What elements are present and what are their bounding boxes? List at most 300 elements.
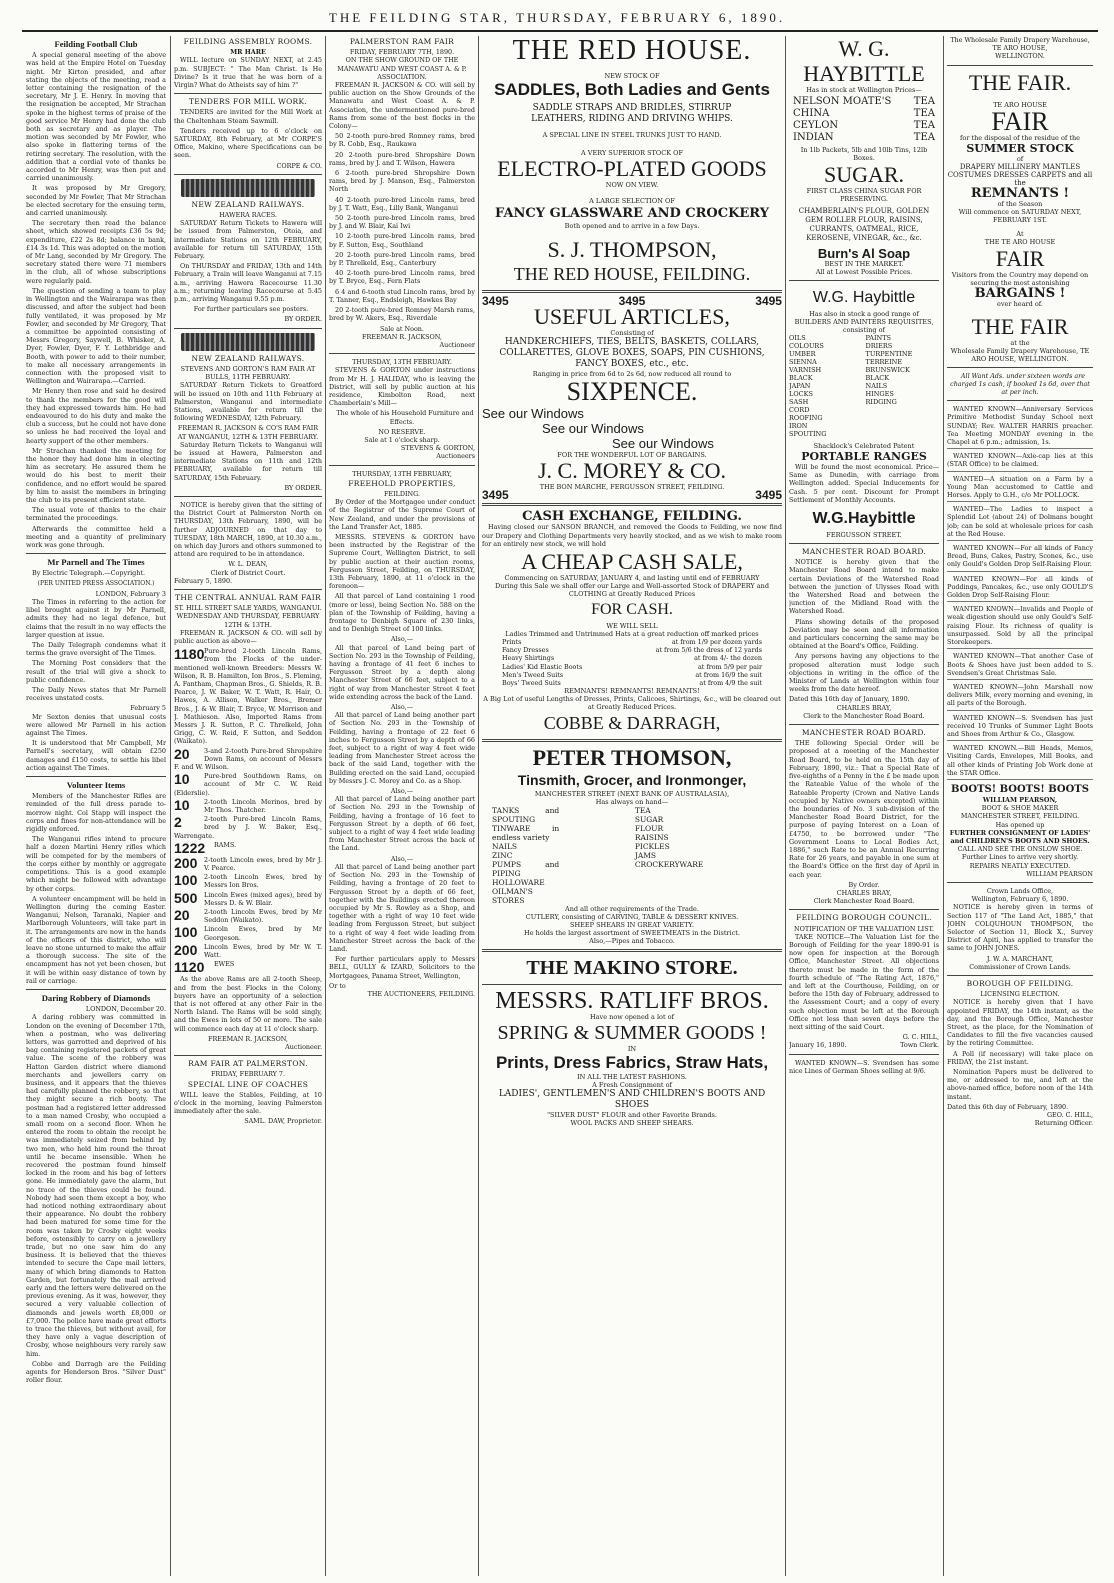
goods-item: UMBER [789,350,816,358]
goods-item: TEA [634,806,651,816]
ad-text: Further Lines to arrive very shortly. [961,853,1079,862]
goods-item: VARNISH [789,366,822,374]
article-paragraph: Mr Henry then rose and said he desired to thank the members for the good will they had expressed towards him. He had endeavoured to do his duty and make the club a success, but he could not have done so unless he had received the loyal and hearty support of the other members. [26,387,166,445]
divider [947,400,1093,401]
ad-text: All Want Ads. under sixteen words are charged 1s cash, if booked 1s 6d, over that at per inch. [950,371,1090,397]
stock-description: 2-tooth Lincoln Ewes, bred by Messrs Ion Bros. [204,873,322,890]
ad-text: By Order. [848,880,880,889]
ad-display: Tinsmith, Grocer, and Ironmonger, [517,772,747,789]
ad-text: Will be found the most economical. Price—Same as Dunedin, with carriage from Wellington added. Special Inducements for Cash. 5 per cent. Discount for Prompt Settlement of Monthly Accounts. [789,463,939,504]
article-paragraph: A special general meeting of the above was held at the Empire Hotel on Tuesday night. Mr Kirton presided, and after stating the objects of the meeting, read a letter containing the resignation of the secretary, Mr J. E. Henry. In moving that the resignation be accepted, Mr Strachan spoke in the highest terms of praise of the good service Mr Henry had done the club both as secretary and as player. The motion was seconded by Mr Fowler, who also spoke in flattering terms of the retiring secretary. The resolution, with the addition that a cordial vote of thanks be accorded to Mr Henry, was then put and carried unanimously. [26,51,166,183]
wanted-ad: WANTED KNOWN—For all kinds of Puddings, Pancakes, &c., use only GOULD'S Golden Drop Self-Raising Flour. [947,575,1093,603]
article-dateline: LONDON, December 20. [85,1005,166,1014]
ad-signature: Clerk of District Court. [210,568,286,577]
wanted-ad: WANTED KNOWN—For all kinds of Fancy Bread, Buns, Cakes, Pastry, Scones, &c., use only Gould's Golden Drop Self-Raising Flour. [947,544,1093,572]
goods-item: TANKS and SPOUTING [492,806,560,825]
ad-text: For further particulars see posters. [193,305,309,314]
ad-text: BUILDERS AND PAINTERS REQUISITES, [794,318,934,326]
divider [947,975,1093,976]
ad-text: All that parcel of Land being part of Section No. 293 in the Township of Feilding, having a frontage of 41 feet 6 inches to Fergusson Street by a depth along Manchester Street of 66 feet, subject to a right of way from Manchester Street 4 feet wide extending across the back of the Land. [329,643,475,701]
divider [947,65,1093,66]
ad-text: Visitors from the Country may depend on securing the most astonishing [951,270,1089,287]
ad-text: SATURDAY Return Tickets to Greatford will be issued on 10th and 11th February at Palmerston, Wanganui and intermediate Stations, available for return till the following WEDNESDAY, 12th February. [174,381,322,423]
tea-row [793,120,935,132]
ad-text: All at Lowest Possible Prices. [815,268,913,276]
ad-text: TAKE NOTICE—The Valuation List for the Borough of Feilding for the year 1890-91 is now open for inspection at the Borough Office, Manchester Street. All objections thereto must be made in the form of the fourth schedule of "The Rating Act, 1876," and left at the Courthouse, Feilding, on or before the 15th day of February, addressed to the Assessment Court; and a copy of every such objection must be left at the Borough Office not less than seven days before the next sitting of the said Court. [789,932,939,1031]
ad-text: Ladies Trimmed and Untrimmed Hats at a great reduction off marked prices [505,630,759,639]
ad-text: CHAMBERLAIN'S FLOUR, GOLDEN GEM ROLLER FLOUR, RAISINS, CURRANTS, OATMEAL, RICE, KEROSENE, VINEGAR, &c., &c. [798,207,930,242]
ad-display: FOR CASH. [591,601,673,619]
divider [174,93,322,94]
ad-date: Dated this 6th day of February, 1890. [947,1102,1069,1111]
ad-subheading: FRIDAY, FEBRUARY 7. [210,1070,286,1079]
article-title: Volunteer Items [66,780,126,791]
ad-signature: Clerk Manchester Road Board. [813,897,915,906]
ad-text: NEW STOCK OF [604,72,660,80]
stock-count: 10 [174,797,190,813]
ad-signature: BY ORDER. [284,315,322,324]
ad-subheading: WEDNESDAY AND THURSDAY, FEBRUARY 12TH & 13TH. [176,612,320,629]
goods-item: FLOUR [634,824,664,834]
ad-text: And all other requirements of the Trade. [565,905,699,914]
goods-item: SUGAR [634,815,664,825]
lot-item: 40 2-tooth pure-bred Lincoln rams, bred by J. T. Watt, Esq., Lilly Bank, Wanganui [329,195,475,212]
red-house-title: THE RED HOUSE. [512,36,752,66]
article-paragraph: Cobbe and Darragh are the Feilding agents for Henderson Bros. "Silver Dust" roller flour. [26,1359,166,1385]
ad-text: A Fresh Consignment of [592,1081,672,1090]
ad-text: All that parcel of Land being another part of Section No. 293 in the Township of Feilding, having a frontage of 16 feet to Fergusson Street by a depth of 66 feet, subject to a right of way 4 feet wide leading from Manchester Street across the back of the Land. [329,795,475,853]
tea-label: TEA [913,120,935,131]
tea-list [789,94,939,146]
ad-signature: Auctioneer [439,340,475,349]
ad-signature: W. L. DEAN, [228,560,268,569]
ewe-total-label: EWES [214,960,235,969]
ad-also: Also,— [390,854,414,863]
ad-signature: Auctioneer. [285,1042,322,1051]
article-paragraph: Afterwards the committee held a meeting and a quantity of preliminary work was gone through. [26,524,166,549]
ad-display: FANCY GLASSWARE AND CROCKERY [495,206,769,221]
ad-date: Wellington, February 6, 1890. [971,895,1069,904]
goods-item: DRIERS [865,342,893,350]
divider [174,1055,322,1056]
ad-text: NOTICE is hereby given that the sitting of the District Court at Palmerston North on THURSDAY, 13th February, 1890, will be further ADJOURNED on that day to TUESDAY, 18th MARCH, 1890, at 10.30 a.m., on which day Jurors and others summoned to attend are required to be in attendance. [174,500,322,559]
windows-line: See our Windows [542,421,644,437]
ad-display: FAIR [995,245,1045,271]
divider [947,882,1093,883]
stock-description: 2-tooth Lincoln Ewes, bred by Mr Seddon (Waikato). [204,908,322,925]
ad-signature: Clerk to the Manchester Road Board. [803,711,925,720]
goods-item: PICKLES [634,842,670,852]
ad-display: ELECTRO-PLATED GOODS [497,156,767,181]
column-rule-4 [785,36,786,1576]
tea-brand: NELSON MOATE'S [793,96,892,107]
ad-text: The Wholesale Family Drapery Warehouse, [950,36,1090,44]
goods-item: LOCKS [789,390,813,398]
ad-heading: FREEHOLD PROPERTIES, [348,478,456,488]
ad-display: SUGAR. [823,162,905,187]
stock-count: 2 [174,815,182,831]
ad-heading: NEW ZEALAND RAILWAYS. [191,353,305,363]
ad-number: 3495 [482,488,509,503]
ad-display: S. J. THOMPSON, [547,237,717,262]
article-paragraph: The usual vote of thanks to the chair terminated the proceedings. [26,506,166,523]
goods-item: OILS [789,334,806,342]
stock-description: Lincoln Ewes (mixed ages), bred by Messrs D. & W. Blair. [204,890,322,907]
goods-item: RIDGING [865,398,897,406]
ad-text: "SILVER DUST" FLOUR and other Favorite Brands. [547,1111,717,1120]
ad-text: BOOT & SHOE MAKER [981,804,1059,813]
article-assoc: (PER UNITED PRESS ASSOCIATION.) [37,579,155,587]
divider [174,174,322,175]
price-item: Heavy Shirtings [502,654,555,663]
stock-total-label: RAMS. [214,840,237,849]
ad-signature: G. C. HILL, [902,1033,939,1042]
ad-display: W. G. HAYBITTLE [803,36,925,86]
ad-text: All that parcel of Land being another part of Section No. 293 in the Township of Feilding, having a frontage of 20 feet to Fergusson Street by a depth of 66 feet, together with the Buildings erected thereon occupied by Mr S. Rowley as a Shop, and together with a right of way 10 feet wide leading from Fergusson Street, but subject to a right of way 4 feet wide leading from Manchester Street across the back of the Land. [329,862,475,953]
ad-text: Sale at 1 o'clock sharp. [364,435,440,444]
ad-text: In 1lb Packets, 5lb and 10lb Tins, 12lb Boxes. [800,146,928,162]
ad-text: A LARGE SELECTION OF [589,197,675,205]
ad-subheading: NOTIFICATION OF THE VALUATION LIST. [794,924,934,933]
article-paragraph: The Daily News states that Mr Parnell receives unstated costs. [26,686,166,703]
article-paragraph: It was proposed by Mr Gregory, seconded by Mr Fowler, That Mr Strachan be elected secretary for the ensuing term, and carried unanimously. [26,184,166,218]
divider [174,589,322,590]
ad-text: Will commence on SATURDAY NEXT, FEBRUARY 1ST. [958,207,1082,224]
divider [26,553,166,554]
goods-item: BRUNSWICK BLACK [865,366,910,382]
price-row [502,638,762,646]
ad-display: W.G.Haybittle [812,510,916,528]
divider [329,353,475,354]
stock-row [174,908,322,924]
article-paragraph: Members of the Manchester Rifles are reminded of the full dress parade to-morrow night. Col Stapp will inspect the corps and fines for non-attendance will be rigidly enforced. [26,792,166,834]
ad-text: WOOL PACKS AND SHEEP SHEARS. [570,1119,694,1128]
ad-signature: CHARLES BRAY, [836,703,892,712]
ad-display: THE FAIR. [968,69,1072,95]
price-value: at from 5/6 the dress of 12 yards [655,646,762,655]
wanted-ad: WANTED KNOWN—S. Svendsen has just received 10 Trunks of Summer Light Boots and Shoes from Arthur & Co., Glasgow. [947,714,1093,742]
goods-item: NAILS [865,382,888,390]
ad-subheading: THURSDAY, 13TH FEBRUARY. [352,358,452,367]
ad-number: 3495 [755,488,782,503]
ad-signature: Commissioner of Crown Lands. [969,962,1071,971]
goods-right [635,806,772,905]
lot-item: 10 2-tooth pure-bred Lincoln rams, bred by F. Sutton, Esq., Southland [329,232,475,249]
column-auctions [329,36,475,1576]
divider [482,503,782,506]
ad-subheading: LICENSING ELECTION. [980,990,1060,999]
tea-brand: CHINA [793,108,830,119]
column-rule-3 [478,36,479,1576]
article-paragraph: The Wanganui rifles intend to procure half a dozen Martini Henry rifles which will be competed for by the members of the corps either by monthly or aggregate competitions. This is a good example which might be followed with advantage by other corps. [26,835,166,893]
ad-text: BEST IN THE MARKET. [824,260,904,268]
stock-count: 200 [174,855,198,871]
ad-text: FIRST CLASS CHINA SUGAR FOR PRESERVING. [806,187,922,203]
ad-text: NOW ON VIEW. [605,181,659,189]
ad-display: COBBE & DARRAGH, [543,713,721,734]
ad-text: Commencing on SATURDAY, JANUARY 4, and lasting until end of FEBRUARY [504,574,760,583]
ad-text: Wholesale Family Drapery Warehouse, TE ARO HOUSE, WELLINGTON. [950,346,1090,363]
divider [789,280,939,281]
ad-subheading: ST. HILL STREET SALE YARDS, WANGANUI. [174,604,322,613]
divider [26,776,166,777]
ad-text: WILL lecture on SUNDAY NEXT, at 2.45 p.m. SUBJECT: " The Man Christ. Is He Divine? Is it true that he was born of a Virgin? What do Atheists say of him ?" [174,56,322,90]
goods-right [866,334,940,438]
ad-text: NOTICE is hereby given that the Manchester Road Board intend to make certain Deviations of the Watershed Road between the junction of Ulysses Road with the Watershed Road and between the junction of the Midland Road with the Watershed Road. [789,558,939,616]
ad-text: MESSRS. STEVENS & GORTON have been instructed by the Registrar of the Supreme Court, Wellington District, to sell by public auction at their auction rooms, Fergusson Street, Feilding, on THURSDAY, 13th February, 1890, at 11 o'clock in the forenoon— [329,532,475,591]
price-item: Boys' Tweed Suits [502,679,561,688]
ad-subheading: FREEMAN R. JACKSON & CO'S RAM FAIR AT WANGANUI, 12TH & 13TH FEBRUARY. [177,424,319,441]
divider [789,909,939,910]
ad-subheading: HAWERA RACES. [219,211,277,220]
goods-item: RAISINS [634,833,669,843]
price-item: Fancy Dresses [502,646,549,655]
ad-text: A SPECIAL LINE IN STEEL TRUNKS JUST TO HAND. [542,131,722,139]
goods-item: ROOFING IRON [789,414,823,430]
price-value: at from 16/9 the suit [695,670,762,679]
tea-brand: CEYLON [793,120,839,131]
ad-display: A CHEAP CASH SALE, [521,549,743,575]
tea-row [793,96,935,108]
column-notices [174,36,322,1576]
ad-display: BOOTS! BOOTS! BOOTS [951,783,1089,795]
ad-text: On THURSDAY and FRIDAY, 13th and 14th February, a Train will leave Wanganui at 7.15 a.m., arriving Hawera Racecourse 11.30 a.m.; returning leaving Racecourse at 5.45 p.m., arriving Wanganui 9.55 p.m. [174,262,322,304]
ad-text: NOTICE is hereby given that I have appointed FRIDAY, the 14th instant, as the day, and the Borough Office, Manchester Street, as the place, for the Nomination of Candidates to fill the five vacancies caused by the retiring Committee. [947,998,1093,1048]
ad-text: Having closed our SANSON BRANCH, and removed the Goods to Feilding, we now find our Drapery and Clothing Departments very heavily stocked, and as we wish to make room for an entirely new stock, we will hold [482,523,782,548]
lot-item: 50 2-tooth pure-bred Romney rams, bred by R. Cobb, Esq., Raukawa [329,132,475,149]
tea-label: TEA [913,108,935,119]
ad-text: FREEMAN R. JACKSON & CO. will sell by public auction on the Show Grounds of the Manawatu and West Coast A. & P. Association, the undermentioned pure-bred Rams from some of the best flocks in the Colony— [329,81,475,131]
ad-text: THE BON MARCHE, FERGUSSON STREET, FEILDING. [539,483,725,492]
ad-display: SADDLES, Both Ladies and Gents [494,80,770,99]
goods-left [492,806,629,905]
ad-display: CASH EXCHANGE, FEILDING. [522,509,742,525]
lot-item: 40 2-tooth pure-bred Lincoln rams, bred by T. Bryce, Esq., Fern Flats [329,269,475,286]
price-row [502,663,762,671]
ad-text: FERGUSSON STREET. [826,531,902,540]
ad-text: at the [1010,338,1030,347]
wanted-ad: WANTED KNOWN—That another Case of Boots & Shoes have just been added to S. Svendsen's Great Christmas Sale. [947,652,1093,680]
price-value: at from 5/9 per pair [697,662,762,671]
ad-text: Or to [329,981,346,990]
ad-subheading: FRIDAY, FEBRUARY 7TH, 1890. [349,48,455,57]
ad-text: LADIES', GENTLEMEN'S AND CHILDREN'S BOOTS AND SHOES [498,1089,766,1111]
ad-text: for the disposal of the residue of the [960,133,1080,142]
article-title: Daring Robbery of Diamonds [41,992,151,1003]
ad-display: SUMMER STOCK [966,141,1074,155]
ad-text: Plans showing details of the proposed Deviation may be seen and all information and particulars concerning the same may be obtained at the Board's Office, Feilding. [789,617,939,651]
stock-description: Pure-bred 2-tooth Lincoln Rams, from the Flocks of the under-mentioned well-known Breeders: Messrs W. Wilson, R. B. Hamilton, Ion Bros., S. Fleming, A. Fantham, Chapman Bros., G. Shields, R. B. Pearce, J. W. Baker, W. T. Watt, R. Hair, O. Hawes, A. Allison, Walker Bros., Bremer Bros., J. & W. Blair, T. Bryce, W. Morrison and J. Mathieson. Also, Imported Rams from Messrs J. R. Sutton, P. C. Threlkeld, John Grigg, C. W. Reid, F. Sutton, and Seddon (Waikato). [174,647,322,746]
lot-item: 20 2-tooth pure-bred Shropshire Down rams, bred by J. and T. Wilson, Hawera [329,150,475,167]
stock-total-count: 1222 [174,840,206,855]
ad-signature: FREEMAN R. JACKSON, [208,1034,288,1043]
ad-heading: SPECIAL LINE OF COACHES [187,1079,309,1089]
divider [329,465,475,466]
ad-text: FREEMAN R. JACKSON & CO. will sell by public auction as above— [174,628,322,645]
ad-text: All that parcel of Land being another part of Section No. 293 in the Township of Feilding, having a frontage of 22 feet 6 inches to Fergusson Street by a depth of 66 feet, subject to a right of way 4 feet wide leading from Manchester Street across the back of the said Land, together with the Building erected on the said Land, occupied by Messrs J. C. Morey and Co. as a Shop. [329,711,475,785]
wanted-ad: WANTED—A situation on a Farm by a Young Man accustomed to Cattle and Horses. Apply to G.H., c/o Mr POLLOCK. [947,475,1093,503]
ad-text: NO RESERVE. [378,427,426,436]
train-illustration [181,333,314,351]
divider [174,496,322,497]
windows-line: See our Windows [612,436,714,452]
ad-text: By Order of the Mortgagee under conduct of the Registrar of the Supreme Court of New Zealand, and under the provisions of the Land Transfer Act, 1885. [329,498,475,531]
ad-number: 3495 [482,294,509,308]
windows-line: See our Windows [482,406,584,422]
ad-text: Ranging in price from 6d to 2s 6d, now reduced all round to [532,370,732,379]
ad-text: CUTLERY, consisting of CARVING, TABLE & DESSERT KNIVES. [525,913,739,922]
stock-count: 1180 [174,647,205,663]
ad-text: Has in stock at Wellington Prices— [806,86,922,94]
ad-heading: MANCHESTER ROAD BOARD. [801,728,927,738]
ad-text: WANTED KNOWN—S. Svendsen has some nice Lines of German Shoes selling at 9/6. [789,1058,939,1075]
ad-text: Has opened up [995,820,1045,829]
ad-heading: MANCHESTER ROAD BOARD. [801,547,927,557]
price-item: Ladies' Kid Elastic Boots [502,662,583,671]
ad-display: Burn's Al Soap [817,246,911,261]
ad-number: 3495 [618,294,646,308]
stock-count: 20 [174,746,190,762]
article-paragraph: It is understood that Mr Campbell, Mr Parnell's secretary, will obtain £250 damages and £150 costs, to settle his libel action against The Times. [26,739,166,772]
ad-text: WILL leave the Stables, Feilding, at 10 o'clock in the morning, leaving Palmerston immediately after the sale. [174,1090,322,1116]
article-paragraph: The secretary then read the balance sheet, which showed receipts £36 5s 9d; expenditure, £22 2s 8d; balance in bank, £14 3s 1d. This was adopted on the motion of Mr Lang, seconded by Mr Gregory. The secretary stated there were 71 members in the club, all of whose subscriptions were regularly paid. [26,219,166,285]
article-title: Feilding Football Club [54,39,138,49]
ad-heading: BOROUGH OF FEILDING. [966,979,1074,988]
ad-display: SPRING & SUMMER GOODS ! [497,1022,767,1045]
article-title: Mr Parnell and The Times [47,557,145,568]
goods-item: PUMPS and PIPING [492,860,560,879]
article-paragraph: The Morning Post considers that the result of the trial will give a shock to public confidence. [26,659,166,684]
divider [26,989,166,990]
tea-label: TEA [913,96,935,107]
wanted-ad: WANTED KNOWN.—Bill Heads, Memos, Visiting Cards, Envelopes, Mill Books, and all other kinds of Printing Job Work done at the STAR Office. [947,744,1093,780]
price-row [502,671,762,679]
lot-item: 20 2-tooth pure-bred Romney Marsh rams, bred by W. Akers, Esq., Riverdale [329,306,475,323]
stock-description: Lincoln Ewes, bred by Mr W. T. Watt. [204,942,322,960]
price-value: at from 4/9 the suit [699,679,762,688]
divider [482,949,782,952]
stock-row [174,815,322,840]
ad-signature: Town Clerk. [900,1041,939,1050]
stock-row [174,772,322,797]
ad-text: Tenders received up to 6 o'clock on SATURDAY, 8th February, at Mr CORPE'S Office, Makino, where Specifications can be seen. [174,126,322,160]
ad-text: A Big Lot of useful Lengths of Dresses, Prints, Calicoes, Shirtings, &c., will be cleared out at Greatly Reduced Prices. [483,695,781,712]
column-rule-2 [325,36,326,1576]
goods-item: SASH CORD [789,398,810,414]
ad-footer [789,1041,939,1049]
stock-count: 100 [174,925,198,941]
goods-item: ZINC [492,851,513,861]
lot-item: 6 2-tooth pure-bred Shropshire Down rams, bred by J. Manson, Esq., Palmerston North [329,169,475,194]
wanted-ad: WANTED—The Ladies to inspect a Splendid Lot (about 24) of Dolmans bought job; can be sold at wholesale prices for cash at the Red House. [947,505,1093,541]
ad-text: CALL AND SEE THE ONSLOW SHOE. [957,845,1083,854]
ad-display: MESSRS. RATLIFF BROS. [495,988,769,1015]
ad-signature: CHARLES BRAY, [836,888,892,897]
ad-heading: NEW ZEALAND RAILWAYS. [191,199,305,209]
ad-text: SHEEP SHEARS IN GREAT VARIETY. [570,921,694,930]
price-list [482,638,782,687]
wanted-ad: WANTED KNOWN—Axle-cap lies at this (STAR Office) to be claimed. [947,452,1093,471]
ad-text: A Poll (if necessary) will take place on FRIDAY, the 21st instant. [947,1049,1093,1066]
article-paragraph: A volunteer encampment will be held in Wellington during the coming Easter. Wanganui, Nelson, Taranaki, Napier and Marlborough Volunteers, will take part in it. The arrangements are now in the hands of the officers of this district, who will leave no stone unturned to make the affair a thorough success. The site of the encampment has not yet been chosen, but it will be within easy distance of town by rail or carriage. [26,894,166,985]
goods-item: TINWARE in endless variety [492,824,560,843]
divider [482,984,782,985]
goods-item: TURPENTINE [865,350,913,358]
price-row [502,679,762,687]
ad-text: Shacklock's Celebrated Patent [813,442,915,450]
tea-row [793,132,935,144]
stock-count: 20 [174,908,190,924]
ad-heading: PALMERSTON RAM FAIR [349,37,455,46]
ad-display: BARGAINS ! [974,285,1066,301]
stock-row [174,747,322,772]
ad-date: February 5, 1890. [174,576,233,585]
ad-display: J. C. MOREY & CO. [537,458,727,484]
stock-total [174,841,322,855]
stock-row [174,943,322,959]
ad-text: Nomination Papers must be delivered to me, or addressed to me, and left at the above-named office, before noon of the 14th instant. [947,1068,1093,1101]
ad-display: WILLIAM PEARSON, [982,795,1058,804]
ad-text: Consisting of [610,329,654,338]
divider [947,367,1093,368]
stock-description: 2-tooth Lincoln ewes, bred by Mr J. V. Pearce. [204,855,322,873]
stock-row [174,798,322,814]
goods-item: NAILS [492,842,518,852]
ad-display: Prints, Dress Fabrics, Straw Hats, [495,1053,769,1073]
lot-item: 20 2-tooth pure-bred Lincoln rams, bred by P. Threlkeld, Esq., Canterbury [329,250,475,268]
ad-text: Has also in stock a good range of [809,310,919,318]
ad-text: of the Season [997,199,1043,208]
ad-text: As the above Rams are all 2-tooth Sheep, and from the best Flocks in the Colony, buyers have an opportunity of a selection that is not offered at any other Fair in the North Island. The Rams will be sold singly, and the Ewes in lots of 50 or more. The sale will commence each day at 11 o'clock sharp. [174,975,322,1033]
divider [789,543,939,544]
article-paragraph: The question of sending a team to play in Wellington and the Wairarapa was then discussed, and after the subject had been fully ventilated, it was proposed by Mr Fowler, and seconded by Mr Gregory, That a committee be appointed consisting of Messrs Gregory, Saywell, B. Whisker, A. Dyer, Fowler, Dyer, F. Y. Lethbridge and Booth, with power to add to their number, to make all necessary arrangements in connection with the proposed visit to Wellington and Wairarapa.—Carried. [26,286,166,386]
ad-display: REMNANTS ! [970,185,1070,201]
stock-description: Lincoln Ewes, bred by Mr Georgeson. [204,925,322,942]
ad-display: SIXPENCE. [566,377,698,407]
price-row [502,646,762,654]
ad-also: Also,— [390,635,414,644]
stock-count: 200 [174,942,198,958]
price-item: Men's Tweed Suits [502,670,564,679]
ad-signature: J. W. A. MARCHANT, [986,954,1054,963]
ad-number: 3495 [755,294,782,308]
ad-display: THE MAKINO STORE. [526,957,738,980]
article-dateline: LONDON, February 3 [95,589,166,598]
column-rule-5 [943,36,944,1576]
ad-display: PETER THOMSON, [532,745,732,771]
ad-display: THE RED HOUSE, FEILDING. [513,264,751,284]
ad-heading: TENDERS FOR MILL WORK. [188,97,308,107]
ewe-total [174,960,322,974]
goods-item: OILMAN'S STORES [492,887,533,906]
stock-count: 100 [174,873,198,889]
ad-signature: STEVENS & GORTON, [400,444,475,453]
divider [789,724,939,725]
ad-text: Sale at Noon. [380,324,424,333]
goods-item: TERREINE [865,358,903,366]
ad-text: Also,—Pipes and Tobacco. [589,937,675,946]
ad-text: REMNANTS! REMNANTS! REMNANTS! [564,687,700,696]
stock-description: 2-tooth Lincoln Merinos, bred by Mr Thos. Thatcher. [204,797,322,815]
ad-date: Dated this 16th day of January, 1890. [789,695,910,704]
ad-signature: THE AUCTIONEERS, FEILDING. [367,989,475,998]
article-dateline: February 5 [130,704,166,713]
ad-display: PORTABLE RANGES [801,450,927,463]
tea-brand: INDIAN [793,132,834,143]
ad-text: WE WILL SELL [606,622,658,631]
ad-text: SADDLE STRAPS AND BRIDLES, STIRRUP LEATHERS, RIDING AND DRIVING WHIPS. [531,103,733,124]
ad-text: consisting of [843,326,885,334]
